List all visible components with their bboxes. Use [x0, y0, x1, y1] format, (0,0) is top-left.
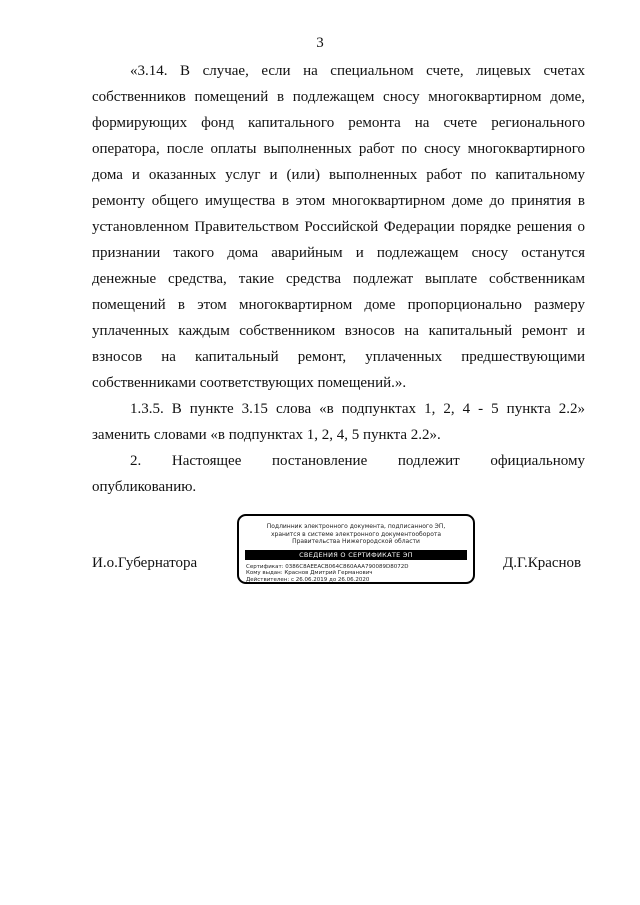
paragraph-3-14: «3.14. В случае, если на специальном счете, лицевых счетах собственников помещений в подлежащем сносу многоквартирном доме, формирующих фонд капитального ремонта на счете регионального оператора, после оплаты выполненных работ по сносу многоквартирного дома и оказанных услуг и (или) выполненных работ по капитальному ремонту общего имущества в этом многоквартирном доме до принятия в установленном Правительством Российской Федерации порядке решения о признании такого дома аварийным и подлежащем сносу останутся денежные средства, такие средства подлежат выплате собственникам помещений в этом многоквартирном доме пропорционально размеру уплаченных каждым собственником взносов на капитальный ремонт и взносов на капитальный ремонт, уплаченных предшествующими собственниками соответствующих помещений.». — [92, 63, 585, 391]
stamp-title: СВЕДЕНИЯ О СЕРТИФИКАТЕ ЭП — [245, 550, 467, 560]
document-body — [92, 58, 585, 500]
stamp-valid-label: Действителен: — [246, 576, 290, 583]
paragraph-1-3-5: 1.3.5. В пункте 3.15 слова «в подпунктах 1, 2, 4 - 5 пункта 2.2» заменить словами «в подпунктах 1, 2, 4, 5 пункта 2.2». — [92, 401, 585, 443]
stamp-header-line: Правительства Нижегородской области — [292, 538, 420, 545]
signatory-position: И.о.Губернатора — [92, 555, 198, 571]
stamp-header-line: хранится в системе электронного документооборота — [270, 530, 442, 538]
stamp-valid-row — [246, 577, 473, 584]
stamp-issued-to-value: Краснов Дмитрий Германович — [284, 570, 373, 576]
stamp-certificate-label: Сертификат: — [246, 563, 284, 570]
stamp-header-line: Подлинник электронного документа, подписанного ЭП, — [266, 523, 446, 530]
stamp-header — [239, 523, 473, 546]
stamp-certificate-value: 0386C8AEEACB064C860AAA790089D8072D — [285, 563, 409, 570]
stamp-valid-value: с 26.06.2019 до 26.06.2020 — [291, 576, 370, 583]
stamp-details — [246, 564, 473, 584]
electronic-signature-stamp — [237, 514, 475, 584]
paragraph-publication: 2. Настоящее постановление подлежит официальному опубликованию. — [92, 453, 585, 495]
signatory-name: Д.Г.Краснов — [503, 555, 582, 571]
stamp-issued-to-label: Кому выдан: — [246, 570, 283, 576]
page-number: 3 — [316, 35, 324, 51]
